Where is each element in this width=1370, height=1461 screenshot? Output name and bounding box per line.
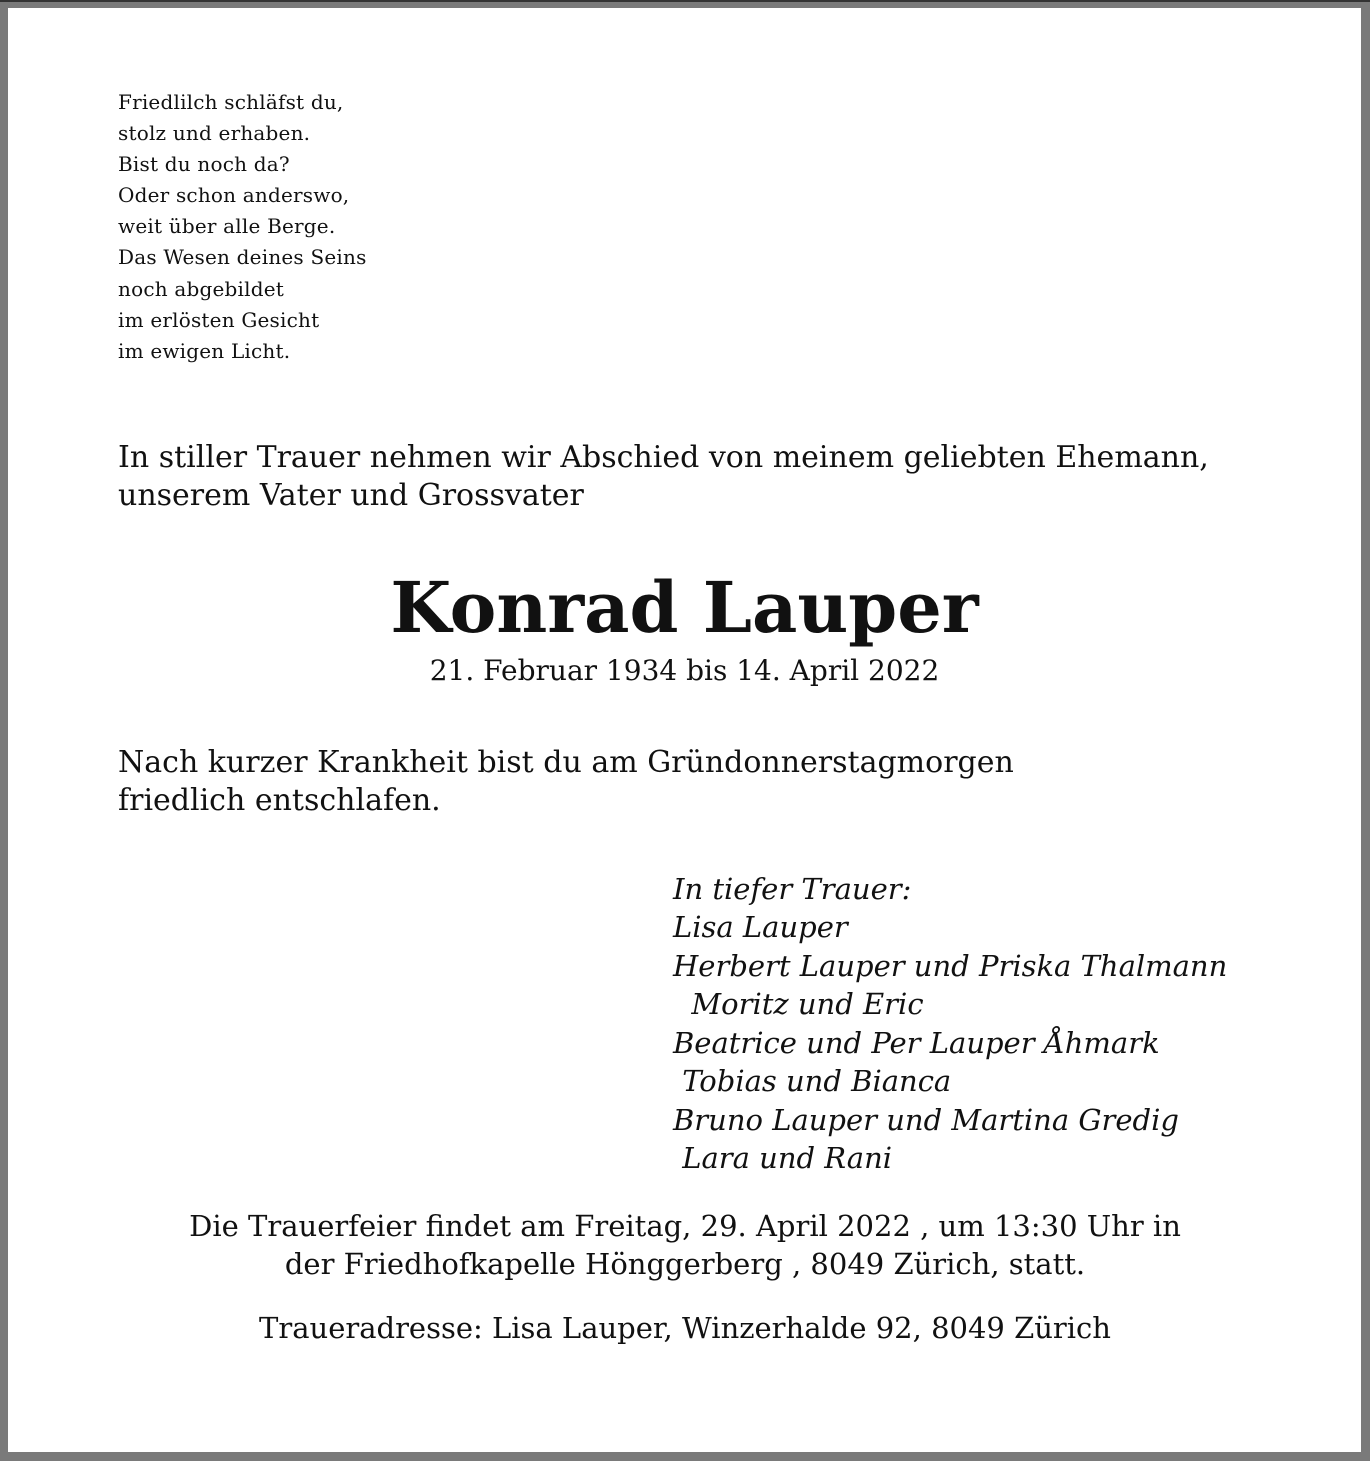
poem-line: stolz und erhaben. [118, 121, 311, 145]
intro-line: In stiller Trauer nehmen wir Abschied von meinem geliebten Ehemann, [118, 440, 1209, 475]
poem-line: im erlösten Gesicht [118, 308, 320, 332]
poem-line: noch abgebildet [118, 277, 284, 301]
ceremony-line: der Friedhofkapelle Hönggerberg , 8049 Zürich, statt. [284, 1247, 1086, 1281]
mourning-address: Traueradresse: Lisa Lauper, Winzerhalde 92, 8049 Zürich [259, 1311, 1111, 1345]
mourner: Beatrice und Per Lauper Åhmark [673, 1026, 1160, 1060]
deceased-name: Konrad Lauper [390, 566, 979, 649]
poem-line: weit über alle Berge. [118, 214, 336, 238]
frame-top-line [0, 0, 1370, 2]
mourner: Herbert Lauper und Priska Thalmann [673, 949, 1228, 983]
mourner: Tobias und Bianca [673, 1064, 952, 1098]
mourner: Moritz und Eric [673, 987, 924, 1021]
message-line: friedlich entschlafen. [118, 783, 441, 818]
mourners-heading: In tiefer Trauer: [673, 872, 912, 906]
poem-line: Bist du noch da? [118, 152, 290, 176]
obituary-page [8, 8, 1361, 1452]
mourner: Lisa Lauper [673, 910, 848, 944]
poem-line: Oder schon anderswo, [118, 183, 350, 207]
intro-line: unserem Vater und Grossvater [118, 478, 584, 513]
poem-line: Das Wesen deines Seins [118, 245, 367, 269]
ceremony-line: Die Trauerfeier findet am Freitag, 29. April 2022 , um 13:30 Uhr in [189, 1209, 1181, 1243]
life-dates: 21. Februar 1934 bis 14. April 2022 [429, 654, 940, 687]
poem-line: im ewigen Licht. [118, 339, 291, 363]
message-line: Nach kurzer Krankheit bist du am Gründonnerstagmorgen [118, 745, 1014, 780]
poem-line: Friedlilch schläfst du, [118, 90, 344, 114]
mourner: Lara und Rani [673, 1141, 893, 1175]
mourner: Bruno Lauper und Martina Gredig [673, 1103, 1179, 1137]
